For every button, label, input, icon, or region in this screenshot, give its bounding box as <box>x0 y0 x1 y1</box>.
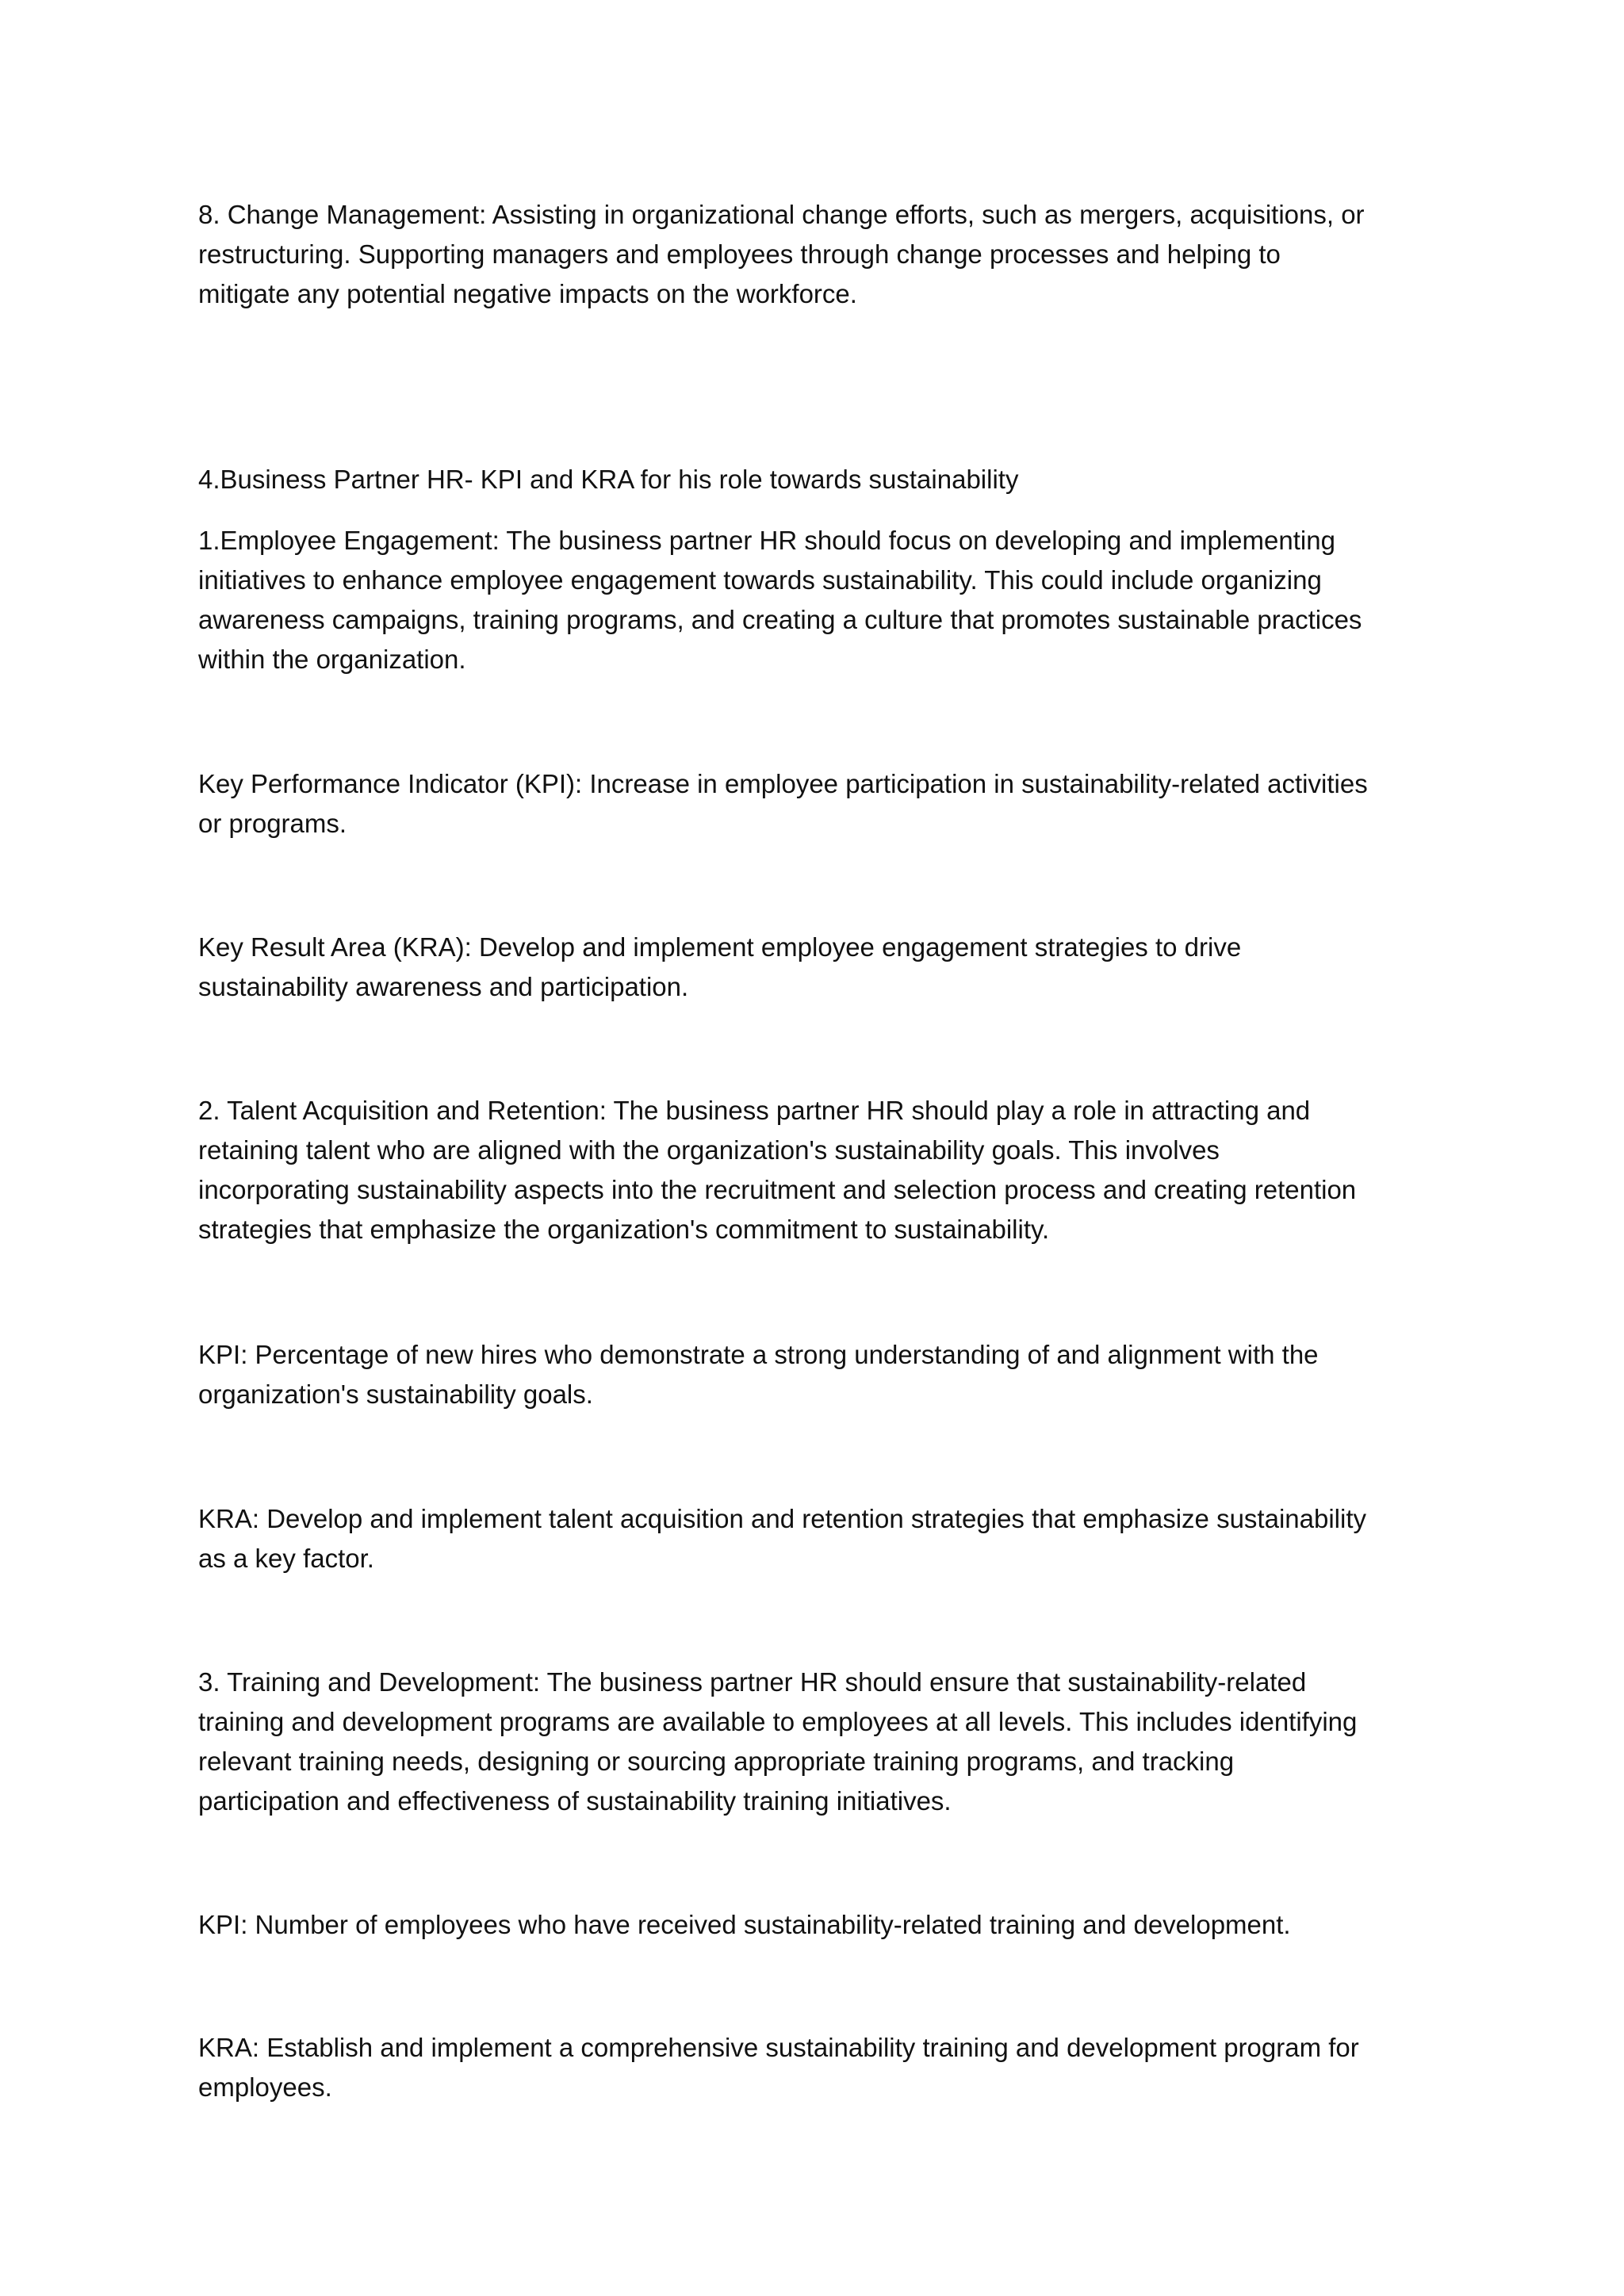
text-line: incorporating sustainability aspects into the recruitment and selection process and creating retention <box>198 1175 1357 1204</box>
text-line: training and development programs are available to employees at all levels. This includes identifying <box>198 1707 1358 1736</box>
text-line: participation and effectiveness of sustainability training initiatives. <box>198 1786 952 1816</box>
text-line: awareness campaigns, training programs, and creating a culture that promotes sustainable practices <box>198 605 1362 634</box>
text-line: mitigate any potential negative impacts on the workforce. <box>198 279 857 308</box>
text-line: strategies that emphasize the organization's commitment to sustainability. <box>198 1215 1050 1244</box>
text-line: 2. Talent Acquisition and Retention: The business partner HR should play a role in attracting and <box>198 1096 1311 1125</box>
text-line: or programs. <box>198 809 347 838</box>
text-line: KPI: Percentage of new hires who demonstrate a strong understanding of and alignment with the <box>198 1340 1319 1369</box>
text-line: Key Performance Indicator (KPI): Increase in employee participation in sustainability-related activities <box>198 769 1368 798</box>
text-line: KRA: Establish and implement a comprehensive sustainability training and development program for <box>198 2033 1359 2062</box>
text-line: 8. Change Management: Assisting in organizational change efforts, such as mergers, acquisitions, or <box>198 200 1365 229</box>
paragraph-kpi-engagement <box>198 764 1451 844</box>
text-line: relevant training needs, designing or sourcing appropriate training programs, and tracking <box>198 1747 1235 1776</box>
section-heading <box>198 460 1451 499</box>
paragraph-kra-engagement <box>198 928 1451 1007</box>
text-line: sustainability awareness and participation. <box>198 972 689 1001</box>
text-line: organization's sustainability goals. <box>198 1380 593 1409</box>
text-line: restructuring. Supporting managers and employees through change processes and helping to <box>198 239 1281 269</box>
paragraph-kra-training <box>198 2028 1451 2107</box>
paragraph-talent-acquisition <box>198 1091 1451 1249</box>
paragraph-kpi-talent <box>198 1335 1451 1414</box>
paragraph-training-development <box>198 1663 1451 1821</box>
paragraph-employee-engagement <box>198 521 1451 679</box>
paragraph-kpi-training <box>198 1905 1451 1945</box>
text-line: 3. Training and Development: The business partner HR should ensure that sustainability-related <box>198 1667 1307 1697</box>
text-line: initiatives to enhance employee engagement towards sustainability. This could include organizing <box>198 565 1322 595</box>
text-line: as a key factor. <box>198 1544 374 1573</box>
text-line: employees. <box>198 2072 332 2102</box>
text-line: KRA: Develop and implement talent acquisition and retention strategies that emphasize sustainability <box>198 1504 1366 1533</box>
paragraph-kra-talent <box>198 1499 1451 1578</box>
text-line: Key Result Area (KRA): Develop and implement employee engagement strategies to drive <box>198 932 1242 962</box>
text-line: retaining talent who are aligned with the organization's sustainability goals. This involves <box>198 1135 1220 1165</box>
text-line: 4.Business Partner HR- KPI and KRA for his role towards sustainability <box>198 465 1019 494</box>
paragraph-change-management <box>198 195 1451 314</box>
text-line: KPI: Number of employees who have received sustainability-related training and development. <box>198 1910 1291 1939</box>
text-line: within the organization. <box>198 645 466 674</box>
text-line: 1.Employee Engagement: The business partner HR should focus on developing and implementing <box>198 526 1335 555</box>
